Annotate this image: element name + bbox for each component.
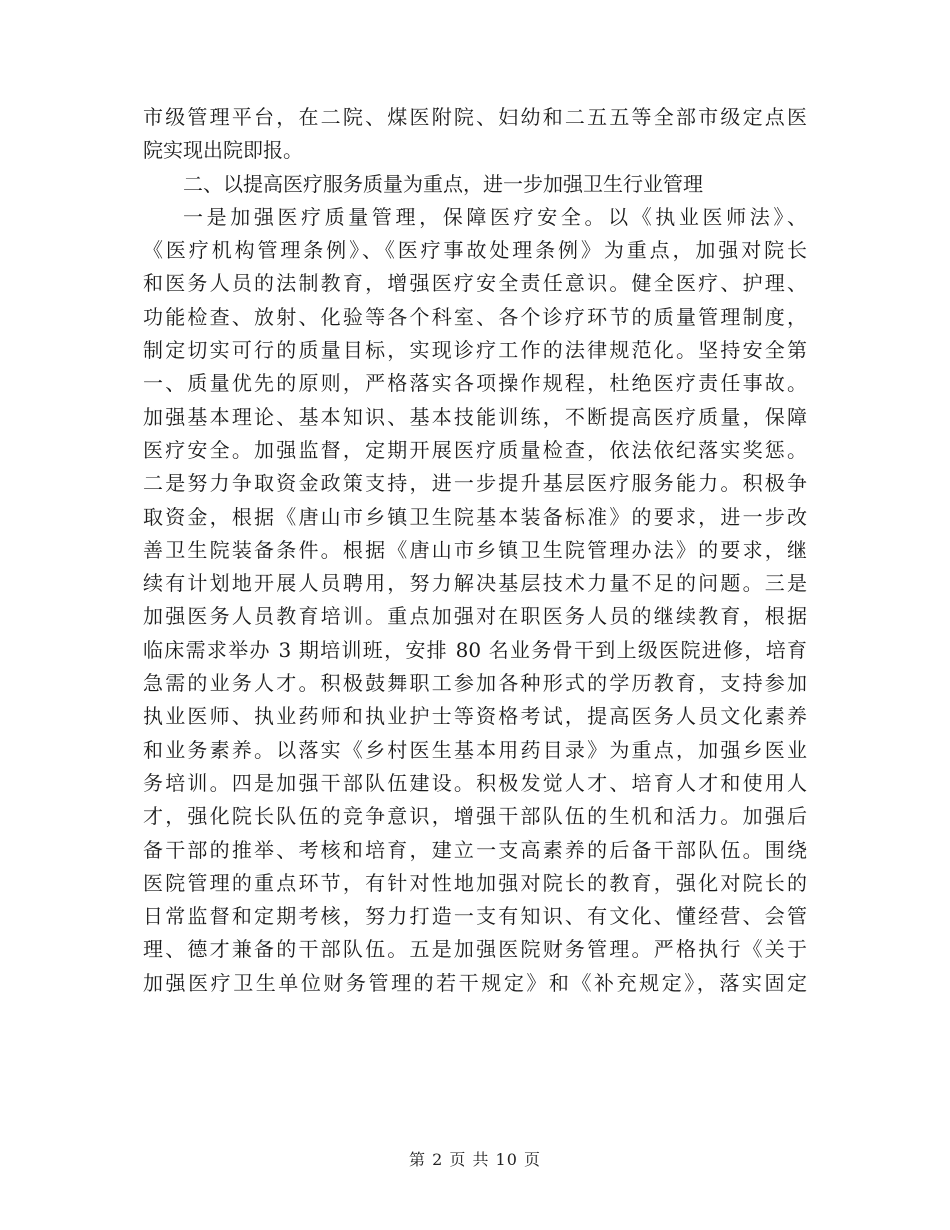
text-line: 院实现出院即报。 xyxy=(143,138,303,163)
text-line: 善卫生院装备条件。根据《唐山市乡镇卫生院管理办法》的要求，继 xyxy=(143,537,807,562)
text-line: 加强医务人员教育培训。重点加强对在职医务人员的继续教育，根据 xyxy=(143,604,807,629)
text-line: 加强基本理论、基本知识、基本技能训练，不断提高医疗质量，保障 xyxy=(143,404,807,429)
document-body xyxy=(143,101,807,1000)
text-line: 加强医疗卫生单位财务管理的若干规定》和《补充规定》，落实固定 xyxy=(143,970,807,995)
text-line: 市级管理平台，在二院、煤医附院、妇幼和二五五等全部市级定点医 xyxy=(143,105,807,129)
text-line: 制定切实可行的质量目标，实现诊疗工作的法律规范化。坚持安全第 xyxy=(143,338,807,363)
text-line: 才，强化院长队伍的竞争意识，增强干部队伍的生机和活力。加强后 xyxy=(143,804,807,829)
text-line: 医疗安全。加强监督，定期开展医疗质量检查，依法依纪落实奖惩。 xyxy=(143,437,807,462)
text-line: 《医疗机构管理条例》、《医疗事故处理条例》为重点，加强对院长 xyxy=(143,238,807,263)
text-line: 执业医师、执业药师和执业护士等资格考试，提高医务人员文化素养 xyxy=(143,704,807,729)
text-line: 和医务人员的法制教育，增强医疗安全责任意识。健全医疗、护理、 xyxy=(143,271,807,296)
text-line: 医院管理的重点环节，有针对性地加强对院长的教育，强化对院长的 xyxy=(143,870,807,895)
text-line: 一、质量优先的原则，严格落实各项操作规程，杜绝医疗责任事故。 xyxy=(143,371,807,396)
text-line: 续有计划地开展人员聘用，努力解决基层技术力量不足的问题。三是 xyxy=(143,571,807,596)
page-number-footer: 第 2 页 共 10 页 xyxy=(409,1150,541,1169)
text-line: 二是努力争取资金政策支持，进一步提升基层医疗服务能力。积极争 xyxy=(143,471,807,496)
text-line: 急需的业务人才。积极鼓舞职工参加各种形式的学历教育，支持参加 xyxy=(143,671,807,696)
text-line: 一是加强医疗质量管理，保障医疗安全。以《执业医师法》、 xyxy=(183,204,807,229)
text-line: 取资金，根据《唐山市乡镇卫生院基本装备标准》的要求，进一步改 xyxy=(143,504,807,529)
text-line: 和业务素养。以落实《乡村医生基本用药目录》为重点，加强乡医业 xyxy=(143,737,807,762)
text-line: 临床需求举办 3 期培训班，安排 80 名业务骨干到上级医院进修，培育 xyxy=(143,637,807,662)
text-line: 功能检查、放射、化验等各个科室、各个诊疗环节的质量管理制度， xyxy=(143,304,807,329)
section-heading: 二、以提高医疗服务质量为重点，进一步加强卫生行业管理 xyxy=(183,171,703,196)
text-line: 备干部的推举、考核和培育，建立一支高素养的后备干部队伍。围绕 xyxy=(143,837,807,862)
text-line: 日常监督和定期考核，努力打造一支有知识、有文化、懂经营、会管 xyxy=(143,904,807,929)
text-line: 理、德才兼备的干部队伍。五是加强医院财务管理。严格执行《关于 xyxy=(143,937,807,962)
text-line: 务培训。四是加强干部队伍建设。积极发觉人才、培育人才和使用人 xyxy=(143,770,807,795)
